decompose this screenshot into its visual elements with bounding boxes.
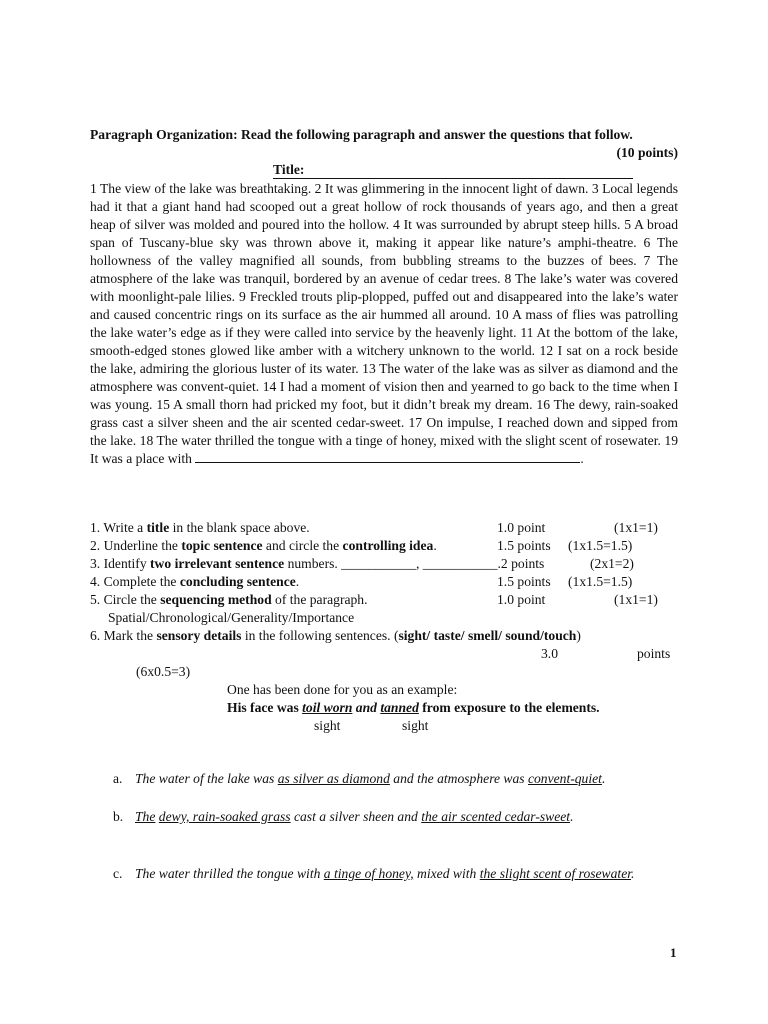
- example-sentence: [227, 699, 600, 717]
- question-4: [90, 573, 633, 591]
- item-a-t1: The water of the lake was: [135, 771, 278, 786]
- item-c-u1: a tinge of honey,: [323, 866, 414, 881]
- instructions-heading: [90, 126, 678, 162]
- q5-bold: sequencing method: [160, 592, 272, 607]
- q6-close: ): [576, 628, 581, 643]
- instructions-text: Paragraph Organization: Read the following paragraph and answer the questions that follow.: [90, 127, 633, 142]
- q1-bold: title: [146, 520, 170, 535]
- example-s1: His face was: [227, 700, 303, 715]
- example-u2: tanned: [380, 700, 419, 715]
- q2-bold: topic sentence: [181, 538, 263, 553]
- item-c-label: c.: [113, 866, 123, 881]
- item-b-label: b.: [113, 809, 124, 824]
- paragraph-end: .: [580, 451, 584, 466]
- item-b-u1: The: [135, 809, 156, 824]
- q2-pre: 2. Underline the: [90, 538, 182, 553]
- q2-bold2: controlling idea: [342, 538, 434, 553]
- q5-post: of the paragraph.: [271, 592, 368, 607]
- item-a-label: a.: [113, 771, 123, 786]
- example-label-2: sight: [402, 718, 429, 733]
- example-u1: toil worn: [302, 700, 353, 715]
- item-a-u1: as silver as diamond: [277, 771, 390, 786]
- item-b-u2: dewy, rain-soaked grass: [158, 809, 291, 824]
- question-2: [90, 537, 633, 555]
- q2-mid: and circle the: [262, 538, 343, 553]
- item-b-t2: cast a silver sheen and: [290, 809, 422, 824]
- q6-score: (6x0.5=3): [136, 664, 191, 679]
- q3-pre: 3. Identify: [90, 556, 151, 571]
- page-number: 1: [670, 945, 677, 960]
- q6-senses: sight/ taste/ smell/ sound/touch: [398, 628, 577, 643]
- q2-points: 1.5 points: [497, 538, 551, 553]
- question-3: [90, 555, 634, 573]
- item-a-t3: .: [601, 771, 606, 786]
- q3-bold: two irrelevant sentence: [150, 556, 285, 571]
- example-s3: from exposure to the elements.: [418, 700, 600, 715]
- lake-paragraph: [90, 180, 678, 468]
- q5-points: 1.0 point: [497, 592, 546, 607]
- item-a-t2: and the atmosphere was: [389, 771, 528, 786]
- q1-post: in the blank space above.: [169, 520, 310, 535]
- q4-post: .: [295, 574, 300, 589]
- q5-score: (1x1=1): [614, 592, 658, 607]
- title-label: Title:: [273, 162, 305, 177]
- sequencing-options: Spatial/Chronological/Generality/Importance: [108, 610, 355, 625]
- total-points: (10 points): [616, 145, 678, 160]
- q3-points: 2 points: [500, 556, 545, 571]
- q1-points: 1.0 point: [497, 520, 546, 535]
- q4-points: 1.5 points: [497, 574, 551, 589]
- q4-pre: 4. Complete the: [90, 574, 180, 589]
- q3-score: (2x1=2): [590, 556, 634, 571]
- question-1: [90, 519, 658, 537]
- q2-score: (1x1.5=1.5): [568, 538, 633, 553]
- item-b-t3: .: [570, 809, 574, 824]
- example-s2: and: [352, 700, 381, 715]
- item-a-u2: convent-quiet: [527, 771, 602, 786]
- paragraph-body: 1 The view of the lake was breathtaking. 2 It was glimmering in the innocent light of dawn. 3 Local legends had it that a giant hand had scooped out a great hollow of rock thousands of years ago, and then a great heap of silver was molded and poured into the hollow. 4 It was surrounded by abrupt steep hills. 5 A broad span of Tuscany-blue sky was thrown above it, making it appear like nature’s amphi-theatre. 6 The hollowness of the valley magnified all sounds, from bubbling streams to the buzzes of bees. 7 The atmosphere of the lake was tranquil, bordered by an avenue of cedar trees. 8 The lake’s water was covered with moonlight-pale lilies. 9 Freckled trouts plip-plopped, puffed out and disappeared into the lake’s water and caused concentric rings on its surface as the air hummed all around. 10 A mass of flies was patrolling the lake water’s edge as if they were called into service by the heavenly light. 11 At the bottom of the lake, smooth-edged stones glowed like amber with a witchery unknown to the world. 12 I sat on a rock beside the lake, admiring the glorious luster of its water. 13 The water of the lake was as silver as diamond and the atmosphere was convent-quiet. 14 I had a moment of vision then and yearned to go back to the time when I was young. 15 A small thorn had pricked my foot, but it didn’t break my dream. 16 The dewy, rain-soaked grass cast a silver sheen and the air scented cedar-sweet. 17 On impulse, I reached down and sipped from the lake. 18 The water thrilled the tongue with a tinge of honey, mixed with the slight scent of rosewater. 19 It was a place with: [90, 181, 678, 466]
- q6-mid: in the following sentences. (: [241, 628, 399, 643]
- item-c-t2: mixed with: [413, 866, 480, 881]
- item-c-t1: The water thrilled the tongue with: [135, 866, 324, 881]
- q5-pre: 5. Circle the: [90, 592, 161, 607]
- title-blank: [273, 162, 633, 179]
- question-6: [90, 627, 678, 645]
- q4-bold: concluding sentence: [179, 574, 296, 589]
- question-5: [90, 591, 658, 609]
- example-label-1: sight: [314, 718, 341, 733]
- q6-pre: 6. Mark the: [90, 628, 157, 643]
- concluding-blank: [195, 450, 580, 463]
- q6-points-num: 3.0: [541, 646, 558, 661]
- q4-score: (1x1.5=1.5): [568, 574, 633, 589]
- q6-bold: sensory details: [156, 628, 242, 643]
- item-c-u2: the slight scent of rosewater: [479, 866, 632, 881]
- item-c-t3: .: [631, 866, 635, 881]
- q2-post: .: [433, 538, 437, 553]
- q6-points-word: points: [637, 646, 671, 661]
- q3-post: numbers. ___________, ___________.: [284, 556, 501, 571]
- q1-pre: 1. Write a: [90, 520, 147, 535]
- q1-score: (1x1=1): [614, 520, 658, 535]
- item-b-u3: the air scented cedar-sweet: [421, 809, 571, 824]
- example-intro: One has been done for you as an example:: [227, 682, 458, 697]
